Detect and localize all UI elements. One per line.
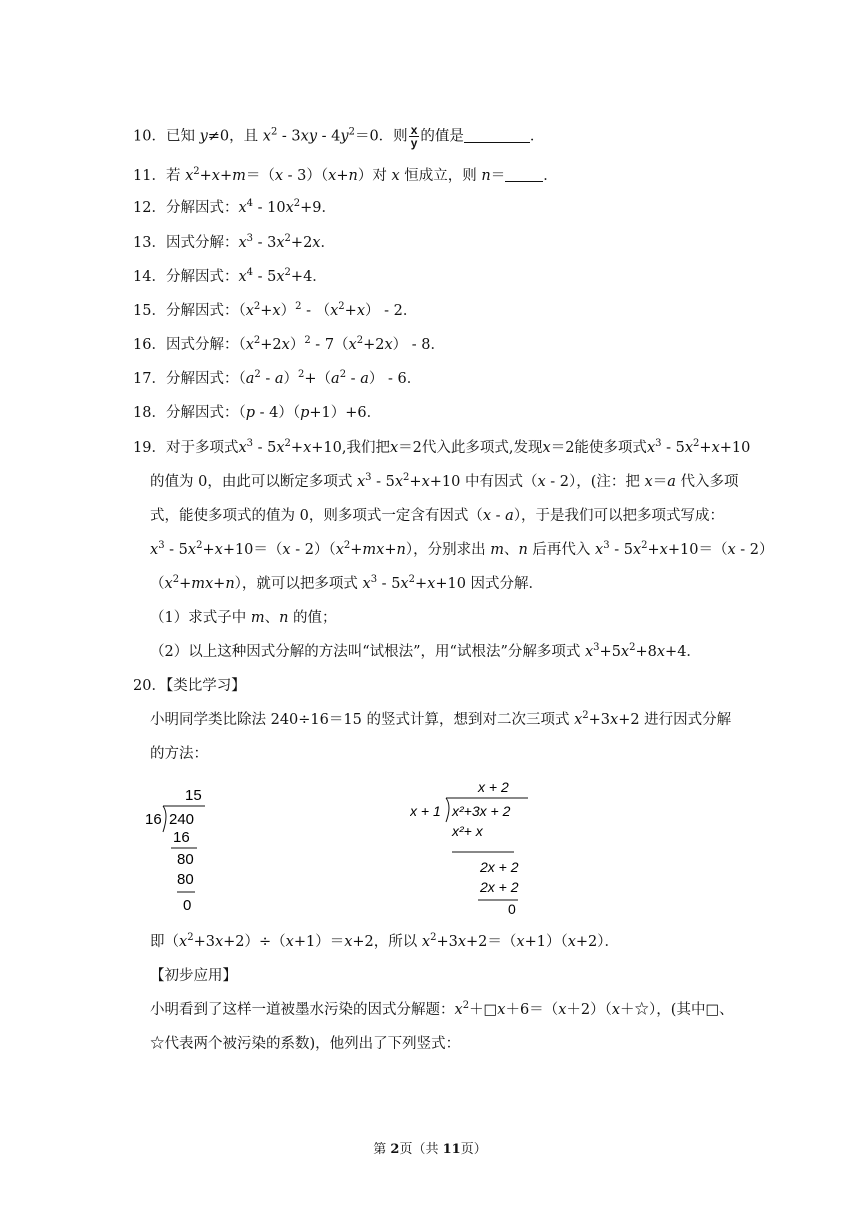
step-2: 80	[177, 871, 194, 888]
remainder-2: 0	[508, 901, 516, 917]
quotient: 15	[185, 787, 202, 804]
question-20-application-2: ☆代表两个被污染的系数)，他列出了下列竖式：	[150, 1036, 461, 1052]
question-20-intro-2: 的方法：	[150, 746, 208, 762]
step-1: x²+ x	[452, 823, 483, 839]
fraction-x-over-y: $\frac{x}{y}$	[410, 123, 418, 150]
question-15: 15．分解因式：$(x^2+x)^2 - (x^2+x) - 2$．	[133, 301, 418, 319]
question-18: 18．分解因式：（p - 4）（p+1）+6．	[133, 405, 382, 421]
question-20-application-1: 小明看到了这样一道被墨水污染的因式分解题：$x^2+□x+6=(x+2)(x+☆)$，(其中□、	[150, 1000, 734, 1018]
answer-blank	[505, 167, 543, 182]
quotient: x + 2	[478, 779, 509, 795]
question-20-title: 20．【类比学习】	[133, 678, 246, 694]
answer-blank	[464, 128, 530, 143]
step-1: 16	[173, 829, 190, 846]
page-footer: 第 2页（共 11页）	[373, 1142, 487, 1157]
page-total: 11	[442, 1142, 461, 1157]
question-11: 11．若 $x^2+x+m=(x - 3)(x+n)$对 x 恒成立，则 n＝ ．	[133, 166, 558, 184]
question-19-line-4: $x^3 - 5x^2+x+10=(x - 2)(x^2+mx+n)$，分别求出 m、n 后再代入 $x^3 - 5x^2+x+10=(x - 2)$	[150, 540, 774, 558]
question-16: 16．因式分解：$(x^2+2x)^2 - 7(x^2+2x) - 8$．	[133, 335, 446, 353]
question-19-line-5: $(x^2+mx+n)$，就可以把多项式 $x^3 - 5x^2+x+10$ 因式分解．	[150, 574, 544, 592]
divisor: x + 1	[410, 803, 441, 819]
remainder-1: 2x + 2	[480, 859, 519, 875]
question-14: 14．分解因式：$x^4 - 5x^2+4$．	[133, 267, 327, 285]
page-number: 2	[390, 1142, 400, 1157]
dividend: x²+3x + 2	[452, 803, 511, 819]
step-2: 2x + 2	[480, 879, 519, 895]
remainder-2: 0	[183, 897, 192, 914]
question-20-conclusion: 即$(x^2+3x+2)\div(x+1)=x+2$，所以 $x^2+3x+2=(x+1)(x+2)$．	[150, 932, 620, 950]
question-19-line-1: 19．对于多项式$x^3 - 5x^2+x+10$,我们把x＝2代入此多项式,发现x＝2能使多项式$x^3 - 5x^2+x+10$	[133, 438, 751, 456]
polynomial-long-division	[410, 778, 550, 918]
question-12: 12．分解因式：$x^4 - 10x^2+9$．	[133, 198, 337, 216]
question-13: 13．因式分解：$x^3 - 3x^2+2x$．	[133, 233, 335, 251]
dividend: 240	[169, 811, 195, 828]
question-19-part-1: （1）求式子中 m、n 的值；	[150, 610, 337, 626]
question-17: 17．分解因式：$(a^2 - a)^2+(a^2 - a) - 6$．	[133, 369, 422, 387]
question-20-subtitle: 【初步应用】	[150, 968, 237, 984]
question-10: 10．已知 y≠0，且 $x^2 - 3xy - 4y^2=0$．则 $\frac{x}{y}$ 的值是 ．	[133, 123, 545, 150]
divisor: 16	[145, 811, 162, 828]
question-19-part-2: （2）以上这种因式分解的方法叫“试根法”，用“试根法”分解多项式 $x^3+5x^2+8x+4$．	[150, 642, 701, 660]
question-number: 11．	[133, 168, 166, 184]
question-20-intro-1: 小明同学类比除法 240÷16＝15 的竖式计算，想到对二次三项式 $x^2+3x+2$ 进行因式分解	[150, 710, 732, 728]
question-19-line-3: 式，能使多项式的值为 0，则多项式一定含有因式（x - a），于是我们可以把多项式写成：	[150, 508, 725, 524]
question-19-line-2: 的值为 0，由此可以断定多项式 $x^3 - 5x^2+x+10$ 中有因式（x - 2），(注：把 x＝a 代入多项	[150, 472, 739, 490]
numeric-long-division	[145, 780, 235, 920]
remainder-1: 80	[177, 851, 194, 868]
question-number: 10．	[133, 128, 166, 145]
